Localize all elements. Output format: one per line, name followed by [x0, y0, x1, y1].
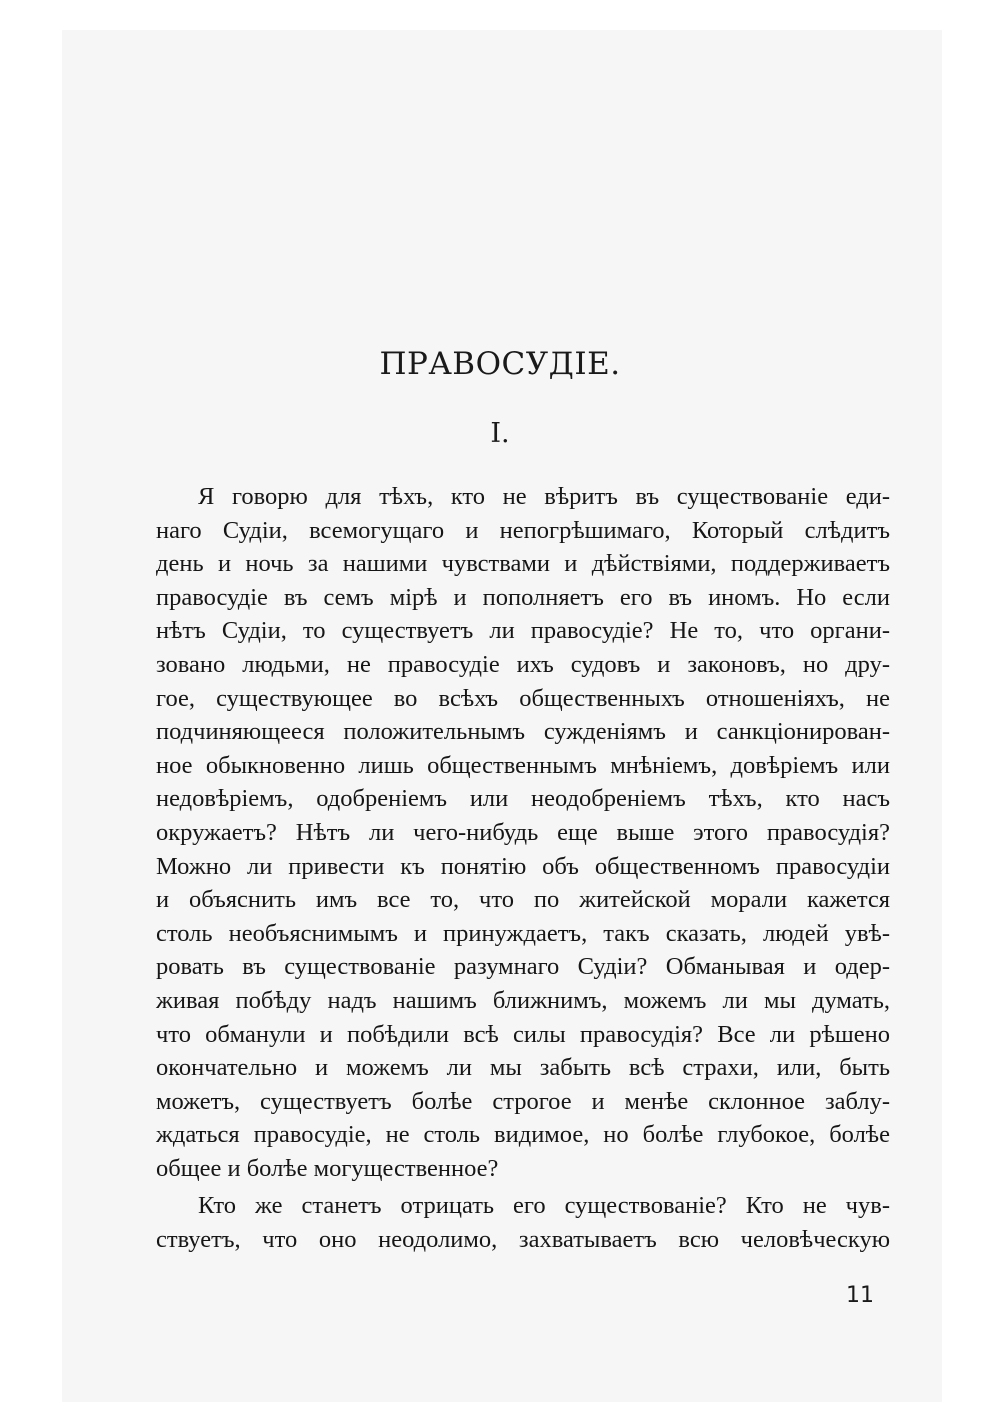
- paragraph: [156, 480, 890, 1185]
- page-number: 11: [846, 1283, 874, 1308]
- text-line: ровать въ существованіе разумнаго Судіи? Обманывая и одер-: [156, 953, 890, 981]
- text-line: ждаться правосудіе, не столь видимое, но болѣе глубокое, болѣе: [156, 1121, 890, 1149]
- text-line: можетъ, существуетъ болѣе строгое и менѣе склонное заблу-: [156, 1087, 890, 1115]
- text-line: Кто же станетъ отрицать его существованіе? Кто не чув-: [198, 1192, 890, 1220]
- text-line: подчиняющееся положительнымъ сужденіямъ и санкціонирован-: [156, 718, 890, 746]
- text-line: живая побѣду надъ нашимъ ближнимъ, можемъ ли мы думать,: [156, 986, 890, 1014]
- text-line: нѣтъ Судіи, то существуетъ ли правосудіе? Не то, что органи-: [156, 617, 890, 645]
- text-line: недовѣріемъ, одобреніемъ или неодобреніемъ тѣхъ, кто насъ: [156, 785, 890, 813]
- paragraph: [156, 1189, 890, 1256]
- section-numeral: I.: [490, 418, 510, 449]
- text-line: окружаетъ? Нѣтъ ли чего-нибудь еще выше этого правосудія?: [156, 818, 890, 846]
- text-line: Можно ли привести къ понятію объ общественномъ правосудіи: [156, 852, 890, 880]
- text-line: день и ночь за нашими чувствами и дѣйствіями, поддерживаетъ: [156, 550, 890, 578]
- body-text: [156, 480, 890, 1257]
- text-line: ное обыкновенно лишь общественнымъ мнѣніемъ, довѣріемъ или: [156, 751, 890, 779]
- text-line: наго Судіи, всемогущаго и непогрѣшимаго, Который слѣдитъ: [156, 516, 890, 544]
- text-line: что обманули и побѣдили всѣ силы правосудія? Все ли рѣшено: [156, 1020, 890, 1048]
- text-line: и объяснить имъ все то, что по житейской морали кажется: [156, 886, 890, 914]
- text-line: Я говорю для тѣхъ, кто не вѣритъ въ существованіе еди-: [198, 483, 890, 510]
- text-line: правосудіе въ семъ мірѣ и пополняетъ его въ иномъ. Но если: [156, 583, 890, 611]
- text-line: общее и болѣе могущественное?: [156, 1154, 499, 1182]
- text-line: зовано людьми, не правосудіе ихъ судовъ и законовъ, но дру-: [156, 650, 890, 678]
- text-line: столь необъяснимымъ и принуждаетъ, такъ сказать, людей увѣ-: [156, 919, 890, 947]
- chapter-title: ПРАВОСУДІЕ.: [379, 346, 621, 382]
- text-line: гое, существующее во всѣхъ общественныхъ отношеніяхъ, не: [156, 684, 890, 712]
- text-line: окончательно и можемъ ли мы забыть всѣ страхи, или, быть: [156, 1054, 890, 1082]
- text-line: ствуетъ, что оно неодолимо, захватываетъ всю человѣческую: [156, 1226, 890, 1254]
